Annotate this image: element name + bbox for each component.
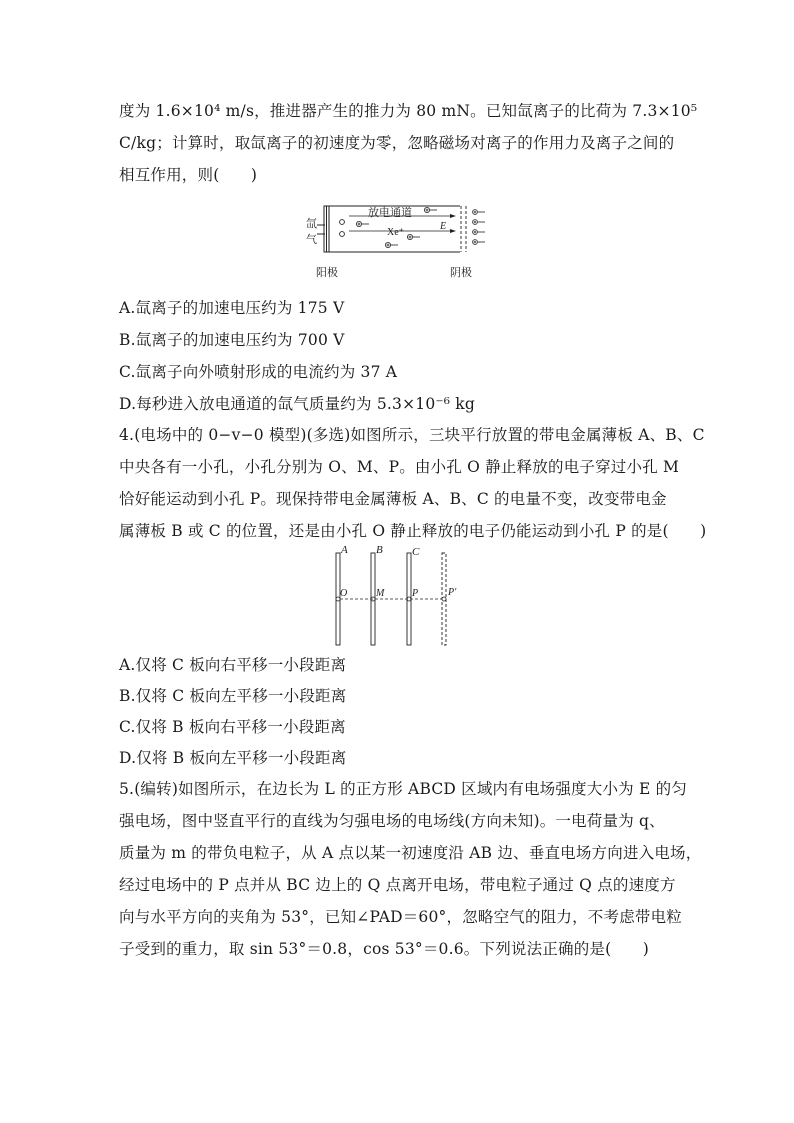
q3-option-a: A.氙离子的加速电压约为 175 V xyxy=(119,299,345,317)
intro-line-3: 相互作用，则( ) xyxy=(119,166,258,184)
plate-a-label: A xyxy=(341,544,348,556)
hole-m-label: M xyxy=(376,588,385,599)
q5-stem-line-4: 经过电场中的 P 点并从 BC 边上的 Q 点离开电场，带电粒子通过 Q 点的速度方 xyxy=(119,876,676,894)
intro-line-2: C/kg；计算时，取氙离子的初速度为零，忽略磁场对离子的作用力及离子之间的 xyxy=(119,134,675,152)
q4-stem-line-4: 属薄板 B 或 C 的位置，还是由小孔 O 静止释放的电子仍能运动到小孔 P 的是( ) xyxy=(119,522,707,540)
q4-option-d: D.仅将 B 板向左平移一小段距离 xyxy=(119,749,347,767)
intro-line-1: 度为 1.6×10⁴ m/s，推进器产生的推力为 80 mN。已知氙离子的比荷为 7.3×10⁵ xyxy=(119,102,698,120)
field-label: E xyxy=(440,221,447,232)
hole-p-prime-label: P′ xyxy=(448,587,457,598)
q4-option-a: A.仅将 C 板向右平移一小段距离 xyxy=(119,656,347,674)
channel-label: 放电通道 xyxy=(368,206,412,219)
q4-stem-line-3: 恰好能运动到小孔 P。现保持带电金属薄板 A、B、C 的电量不变，改变带电金 xyxy=(119,490,667,508)
cathode-label: 阴极 xyxy=(450,266,472,279)
q3-option-d: D.每秒进入放电通道的氙气质量约为 5.3×10⁻⁶ kg xyxy=(119,395,476,413)
q5-stem-line-1: 5.(编转)如图所示，在边长为 L 的正方形 ABCD 区域内有电场强度大小为 E 的匀 xyxy=(119,780,688,798)
q5-stem-line-6: 子受到的重力，取 sin 53°＝0.8，cos 53°＝0.6。下列说法正确的是( ) xyxy=(119,940,649,958)
q5-stem-line-3: 质量为 m 的带负电粒子，从 A 点以某一初速度沿 AB 边、垂直电场方向进入电场， xyxy=(119,844,702,862)
hole-o-label: O xyxy=(340,588,348,599)
anode-label: 阳极 xyxy=(316,266,338,279)
plate-b-label: B xyxy=(376,544,383,556)
q4-stem-line-1: 4.(电场中的 0−v−0 模型)(多选)如图所示，三块平行放置的带电金属薄板 A、B、C xyxy=(119,426,705,444)
q4-option-b: B.仅将 C 板向左平移一小段距离 xyxy=(119,687,347,705)
q5-stem-line-5: 向与水平方向的夹角为 53°，已知∠PAD＝60°，忽略空气的阻力，不考虑带电粒 xyxy=(119,908,682,926)
q3-option-c: C.氙离子向外喷射形成的电流约为 37 A xyxy=(119,363,398,381)
q3-option-b: B.氙离子的加速电压约为 700 V xyxy=(119,331,345,349)
gas-label-1: 氙 xyxy=(306,217,317,230)
plates-figure xyxy=(325,543,465,647)
thruster-figure xyxy=(300,196,495,284)
q4-stem-line-2: 中央各有一小孔，小孔分别为 O、M、P。由小孔 O 静止释放的电子穿过小孔 M xyxy=(119,458,680,476)
q4-option-c: C.仅将 B 板向右平移一小段距离 xyxy=(119,718,346,736)
plate-c-label: C xyxy=(412,546,420,558)
hole-p-label: P xyxy=(412,588,419,599)
ion-label: Xe⁺ xyxy=(387,227,404,238)
q5-stem-line-2: 强电场，图中竖直平行的直线为匀强电场的电场线(方向未知)。一电荷量为 q、 xyxy=(119,812,665,830)
gas-label-2: 气 xyxy=(306,233,317,246)
